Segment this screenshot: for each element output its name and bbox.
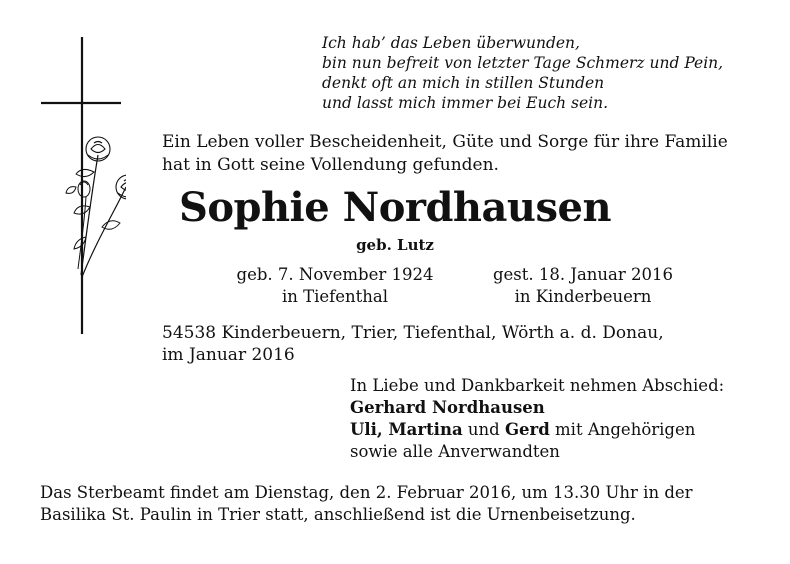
birth-info	[229, 264, 441, 308]
poem-line: denkt oft an mich in stillen Stunden	[322, 74, 605, 92]
mourner-names: Uli, Martina	[350, 420, 463, 439]
death-place: in Kinderbeuern	[514, 287, 652, 306]
intro-line: Ein Leben voller Bescheidenheit, Güte und Sorge für ihre Familie	[162, 132, 728, 152]
intro-line: hat in Gott seine Vollendung gefunden.	[162, 155, 499, 175]
mourner-name: Gerd	[504, 420, 550, 439]
birth-date: geb. 7. November 1924	[236, 265, 434, 284]
poem-line: bin nun befreit von letzter Tage Schmerz und Pein,	[322, 54, 724, 72]
location-date	[162, 322, 664, 366]
birth-place: in Tiefenthal	[281, 287, 389, 306]
funeral-notice	[40, 482, 693, 526]
poem-line: Ich hab’ das Leben überwunden,	[322, 34, 580, 52]
funeral-line: Basilika St. Paulin in Trier statt, anschließend ist die Urnenbeisetzung.	[40, 505, 636, 524]
mourners	[350, 375, 724, 463]
poem-line: und lasst mich immer bei Euch sein.	[322, 94, 609, 112]
death-date: gest. 18. Januar 2016	[492, 265, 674, 284]
maiden-name: geb. Lutz	[356, 236, 434, 254]
intro-text	[162, 131, 728, 177]
deceased-name: Sophie Nordhausen	[178, 184, 612, 231]
death-info	[485, 264, 681, 308]
funeral-line: Das Sterbeamt findet am Dienstag, den 2. Februar 2016, um 13.30 Uhr in der	[40, 483, 693, 502]
location-line: im Januar 2016	[162, 345, 295, 365]
mourner-name: Gerhard Nordhausen	[350, 398, 545, 417]
mourners-heading: In Liebe und Dankbarkeit nehmen Abschied:	[350, 376, 725, 395]
poem	[322, 33, 723, 113]
mourner-relatives: sowie alle Anverwandten	[350, 442, 560, 461]
mourner-connector: und	[462, 420, 505, 439]
mourner-line	[350, 419, 724, 441]
location-line: 54538 Kinderbeuern, Trier, Tiefenthal, Wörth a. d. Donau,	[162, 323, 664, 343]
mourner-suffix: mit Angehörigen	[549, 420, 696, 439]
